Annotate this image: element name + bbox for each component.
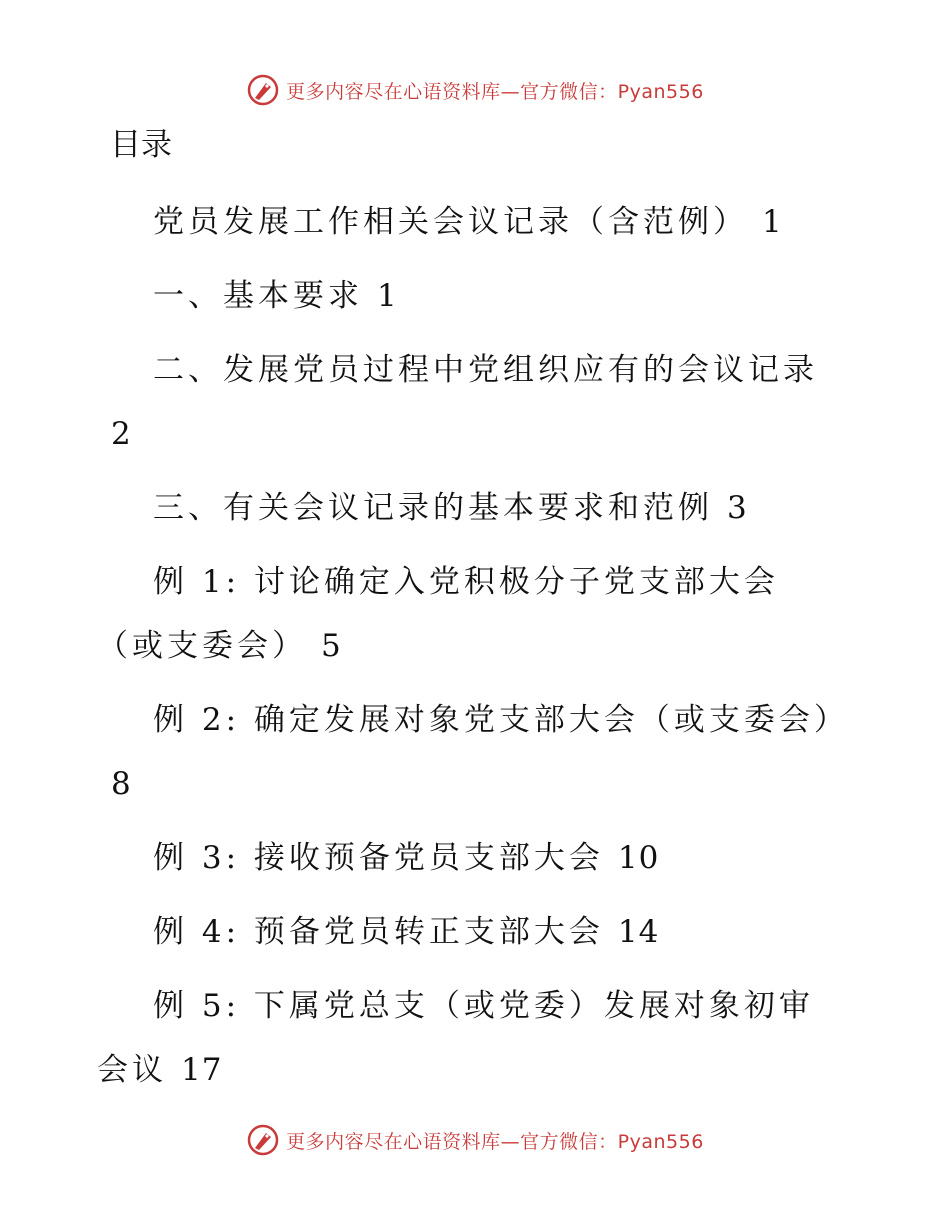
toc-entry-page-number: 10 <box>617 840 660 876</box>
toc-entry[interactable] <box>97 190 847 254</box>
toc-entry-page-number: 1 <box>762 204 783 240</box>
header-banner <box>0 70 950 110</box>
toc-entry[interactable] <box>97 264 847 328</box>
toc-entry-text: 三、有关会议记录的基本要求和范例 <box>153 490 713 526</box>
toc-entry[interactable] <box>97 826 847 890</box>
toc-entry[interactable] <box>97 688 847 816</box>
toc-entry-text: 例 2: 确定发展对象党支部大会（或支委会） <box>153 702 849 738</box>
toc-entry-page-number: 8 <box>111 766 132 802</box>
toc-entry-page-number: 3 <box>727 490 748 526</box>
toc-entry-page-number: 2 <box>111 416 132 452</box>
toc-entry-text: 一、基本要求 <box>153 278 363 314</box>
toc-title: 目录 <box>110 127 172 163</box>
toc-entry-page-number: 5 <box>321 628 342 664</box>
footer-banner-content <box>246 1123 704 1157</box>
header-banner-text: 更多内容尽在心语资料库—官方微信：Pyan556 <box>286 80 704 103</box>
toc-entry[interactable] <box>97 550 847 678</box>
toc-entry-text: 例 3: 接收预备党员支部大会 <box>153 840 604 876</box>
toc-entry[interactable] <box>97 476 847 540</box>
toc-entry-page-number: 1 <box>377 278 398 314</box>
toc-entry-text: 例 4: 预备党员转正支部大会 <box>153 914 604 950</box>
header-banner-content <box>246 73 704 107</box>
toc-entry-text: 例 5: 下属党总支（或党委）发展对象初审会议 <box>97 988 814 1088</box>
footer-banner-text: 更多内容尽在心语资料库—官方微信：Pyan556 <box>286 1130 704 1153</box>
toc-list <box>97 190 847 1112</box>
footer-banner <box>0 1120 950 1160</box>
toc-entry[interactable] <box>97 338 847 466</box>
toc-entry[interactable] <box>97 974 847 1102</box>
toc-entry-page-number: 17 <box>181 1052 223 1088</box>
toc-entry-page-number: 14 <box>617 914 660 950</box>
toc-entry-text: 例 1: 讨论确定入党积极分子党支部大会（或支委会） <box>97 564 779 664</box>
toc-entry-text: 党员发展工作相关会议记录（含范例） <box>153 204 748 240</box>
toc-entry[interactable] <box>97 900 847 964</box>
pen-nib-logo-icon <box>246 1123 280 1157</box>
pen-nib-logo-icon <box>246 73 280 107</box>
toc-entry-text: 二、发展党员过程中党组织应有的会议记录 <box>153 352 818 388</box>
